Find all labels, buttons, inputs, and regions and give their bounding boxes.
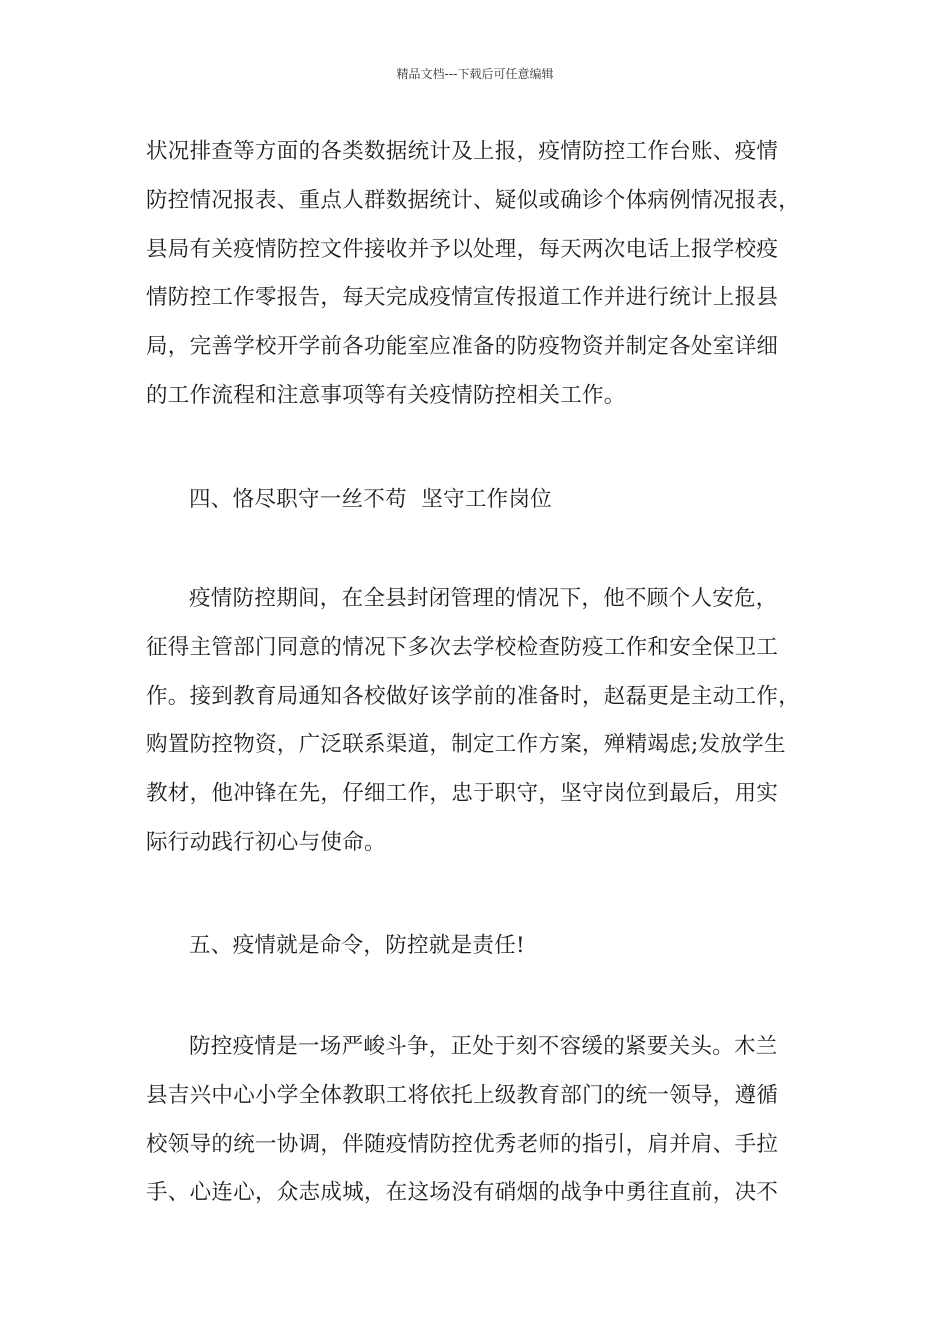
paragraph-line: 作。接到教育局通知各校做好该学前的准备时，赵磊更是主动工作， xyxy=(146,683,801,709)
paragraph-line: 县局有关疫情防控文件接收并予以处理，每天两次电话上报学校疫 xyxy=(146,236,779,262)
section-heading-text: 五、疫情就是命令，防控就是责任! xyxy=(189,933,525,958)
paragraph-line: 县吉兴中心小学全体教职工将依托上级教育部门的统一领导，遵循 xyxy=(146,1082,779,1108)
paragraph-line: 征得主管部门同意的情况下多次去学校检查防疫工作和安全保卫工 xyxy=(146,634,779,660)
section-heading-text: 四、恪尽职守一丝不苟 坚守工作岗位 xyxy=(189,487,553,512)
paragraph-2 xyxy=(146,575,826,868)
paragraph-line: 购置防控物资，广泛联系渠道，制定工作方案，殚精竭虑;发放学生 xyxy=(146,732,786,758)
paragraph-line: 状况排查等方面的各类数据统计及上报，疫情防控工作台账、疫情 xyxy=(146,139,779,164)
paragraph-line: 的工作流程和注意事项等有关疫情防控相关工作。 xyxy=(146,382,626,408)
paragraph-line: 教材，他冲锋在先，仔细工作，忠于职守，坚守岗位到最后，用实 xyxy=(146,781,779,807)
section-heading-4 xyxy=(146,476,826,525)
paragraph-line: 防控疫情是一场严峻斗争，正处于刻不容缓的紧要关头。木兰 xyxy=(189,1034,778,1059)
paragraph-line: 疫情防控期间，在全县封闭管理的情况下，他不顾个人安危， xyxy=(189,586,778,611)
paragraph-line: 手、心连心，众志成城，在这场没有硝烟的战争中勇往直前，决不 xyxy=(146,1180,779,1206)
section-heading-5 xyxy=(146,922,826,971)
paragraph-line: 情防控工作零报告，每天完成疫情宣传报道工作并进行统计上报县 xyxy=(146,285,779,311)
page-header: 精品文档---下载后可任意编辑 xyxy=(396,67,554,81)
paragraph-1 xyxy=(146,128,826,421)
paragraph-line: 局，完善学校开学前各功能室应准备的防疫物资并制定各处室详细 xyxy=(146,334,779,360)
paragraph-line: 际行动践行初心与使命。 xyxy=(146,829,386,855)
paragraph-line: 防控情况报表、重点人群数据统计、疑似或确诊个体病例情况报表， xyxy=(146,187,801,213)
paragraph-3 xyxy=(146,1023,826,1218)
paragraph-line: 校领导的统一协调，伴随疫情防控优秀老师的指引，肩并肩、手拉 xyxy=(146,1131,779,1157)
